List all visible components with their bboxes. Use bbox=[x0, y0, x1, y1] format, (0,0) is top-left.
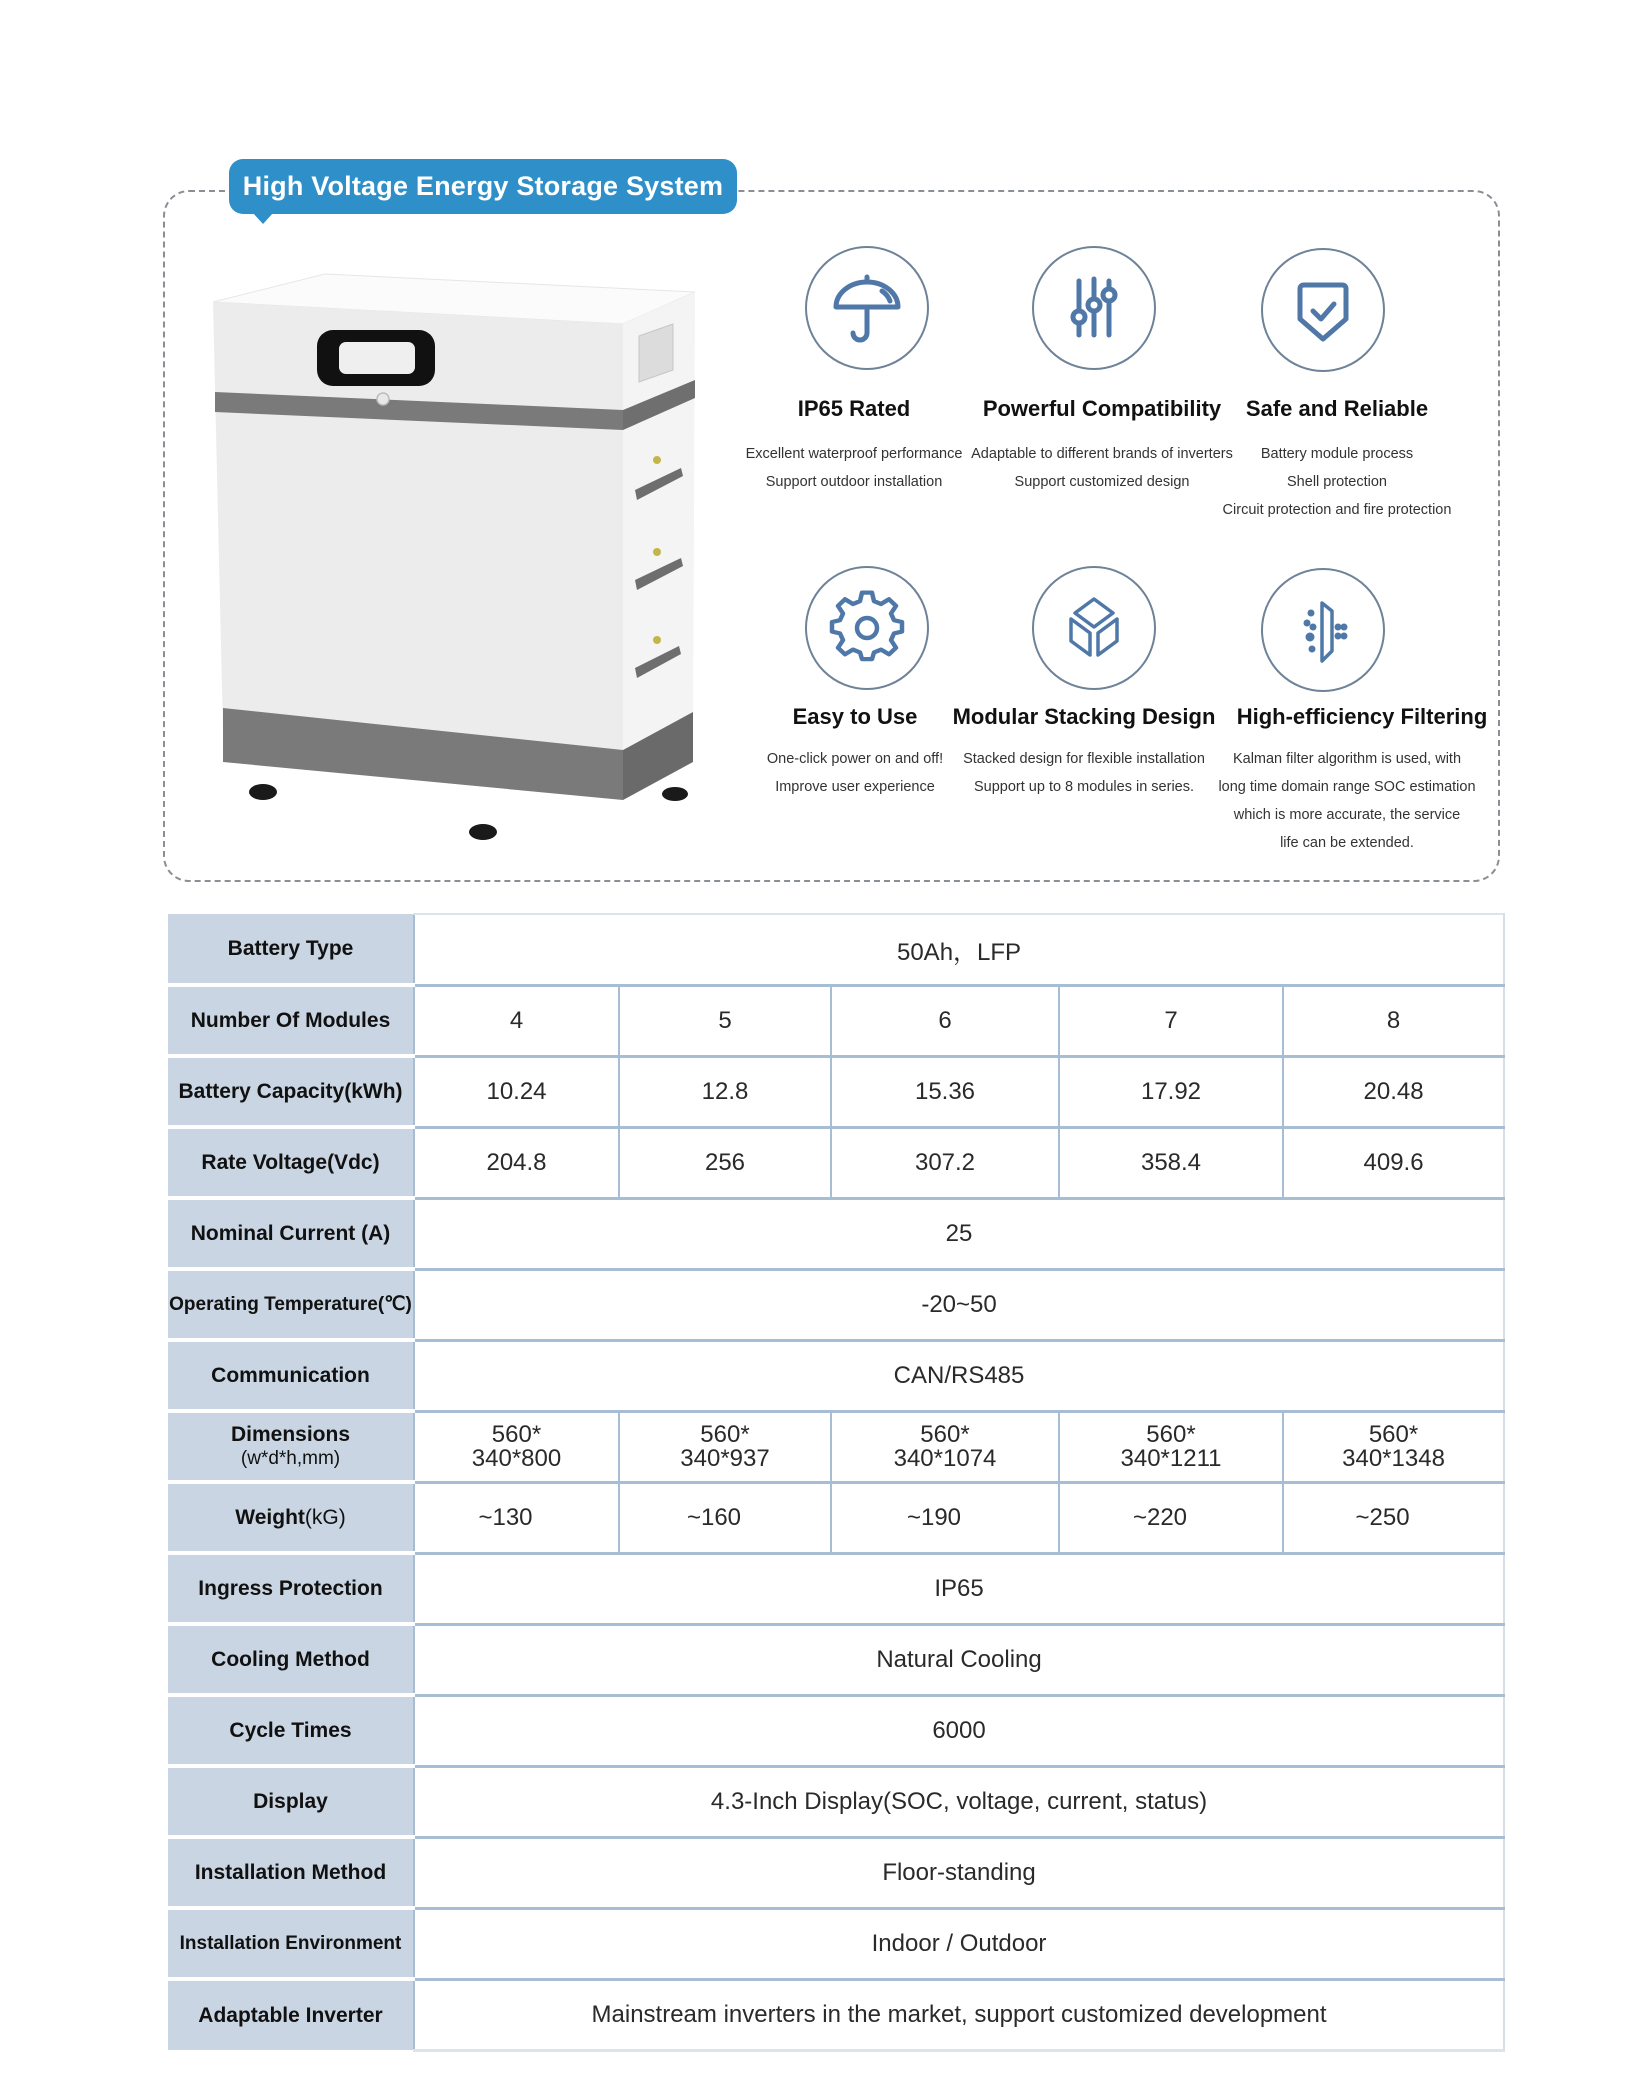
cell-value: 6000 bbox=[414, 1695, 1504, 1766]
cell-line: 560* bbox=[1368, 1420, 1419, 1448]
feature-desc-line: Improve user experience bbox=[775, 779, 935, 795]
gear-icon bbox=[828, 589, 906, 667]
feature-desc-line: Support customized design bbox=[1014, 474, 1190, 490]
feature-title: Safe and Reliable bbox=[1245, 396, 1429, 421]
table-row bbox=[168, 1553, 1504, 1624]
cell-value: 7 bbox=[1059, 985, 1283, 1056]
cell-value: 4.3-Inch Display(SOC, voltage, current, status) bbox=[414, 1766, 1504, 1837]
cell-value bbox=[619, 1411, 831, 1482]
table-row bbox=[168, 1624, 1504, 1695]
umbrella-icon bbox=[828, 269, 906, 347]
row-label: Display bbox=[168, 1766, 414, 1837]
cell-value: Floor-standing bbox=[414, 1837, 1504, 1908]
battery-cabinet-image bbox=[205, 262, 705, 852]
sliders-icon bbox=[1055, 269, 1133, 347]
table-row bbox=[168, 1198, 1504, 1269]
feature-desc-line: Circuit protection and fire protection bbox=[1222, 502, 1452, 518]
cell-line: 560* bbox=[1146, 1420, 1196, 1448]
cell-value: Mainstream inverters in the market, support customized development bbox=[414, 1979, 1504, 2050]
cell-value: ~220 bbox=[1059, 1482, 1283, 1553]
feature-desc-line: Excellent waterproof performance bbox=[745, 446, 963, 462]
table-row bbox=[168, 1766, 1504, 1837]
cell-value: 409.6 bbox=[1283, 1127, 1504, 1198]
cell-value bbox=[831, 1411, 1059, 1482]
cell-value: 12.8 bbox=[619, 1056, 831, 1127]
cell-value: Natural Cooling bbox=[414, 1624, 1504, 1695]
cell-value: 17.92 bbox=[1059, 1056, 1283, 1127]
cell-value: 10.24 bbox=[414, 1056, 619, 1127]
cell-value: 307.2 bbox=[831, 1127, 1059, 1198]
shield-check-icon bbox=[1284, 271, 1362, 349]
cell-value bbox=[1283, 1411, 1504, 1482]
feature-icon-circle bbox=[1261, 568, 1385, 692]
cell-line: 340*1211 bbox=[1120, 1444, 1222, 1472]
cell-line: 340*937 bbox=[680, 1444, 770, 1472]
row-label-unit: (kG) bbox=[304, 1505, 346, 1529]
feature-desc-line: life can be extended. bbox=[1280, 835, 1414, 851]
cell-value: 20.48 bbox=[1283, 1056, 1504, 1127]
cell-value: 15.36 bbox=[831, 1056, 1059, 1127]
feature-description bbox=[1187, 745, 1507, 857]
row-label: Communication bbox=[168, 1340, 414, 1411]
row-label-main: Dimensions bbox=[230, 1422, 351, 1446]
cell-value: 6 bbox=[831, 985, 1059, 1056]
table-row bbox=[168, 1056, 1504, 1127]
feature-desc-line: Stacked design for flexible installation bbox=[963, 751, 1205, 767]
cell-line: 340*1348 bbox=[1342, 1444, 1445, 1472]
row-label: Installation Method bbox=[168, 1837, 414, 1908]
cell-value: 256 bbox=[619, 1127, 831, 1198]
feature-desc-line: which is more accurate, the service bbox=[1233, 807, 1461, 823]
cell-value: Indoor / Outdoor bbox=[414, 1908, 1504, 1979]
cell-line: 340*1074 bbox=[893, 1444, 997, 1472]
table-row bbox=[168, 1340, 1504, 1411]
feature-desc-line: Battery module process bbox=[1260, 446, 1414, 462]
feature-desc-line: long time domain range SOC estimation bbox=[1218, 779, 1476, 795]
feature-desc-line: One-click power on and off! bbox=[766, 751, 944, 767]
cell-line: 560* bbox=[491, 1420, 542, 1448]
table-row bbox=[168, 1837, 1504, 1908]
row-label: Number Of Modules bbox=[168, 985, 414, 1056]
cell-value: 50Ah，LFP bbox=[414, 914, 1504, 985]
table-row bbox=[168, 1269, 1504, 1340]
cell-value bbox=[1059, 1411, 1283, 1482]
cell-value: 5 bbox=[619, 985, 831, 1056]
row-label: Installation Environment bbox=[168, 1908, 414, 1979]
filter-icon bbox=[1284, 591, 1362, 669]
feature-desc-line: Adaptable to different brands of inverters bbox=[971, 446, 1233, 462]
row-label: Battery Capacity(kWh) bbox=[168, 1056, 414, 1127]
cell-line: 340*800 bbox=[471, 1444, 562, 1472]
row-label: Operating Temperature(℃) bbox=[168, 1269, 414, 1340]
cell-value: 25 bbox=[414, 1198, 1504, 1269]
feature-desc-line: Support outdoor installation bbox=[765, 474, 943, 490]
feature-icon-circle bbox=[1261, 248, 1385, 372]
feature-desc-line: Shell protection bbox=[1287, 474, 1387, 490]
row-label: Ingress Protection bbox=[168, 1553, 414, 1624]
page-title: High Voltage Energy Storage System bbox=[229, 159, 737, 214]
table-row bbox=[168, 1908, 1504, 1979]
cell-line: 560* bbox=[920, 1420, 970, 1448]
cell-value: 8 bbox=[1283, 985, 1504, 1056]
feature-title: Easy to Use bbox=[792, 704, 918, 729]
cell-value: 358.4 bbox=[1059, 1127, 1283, 1198]
feature-desc-line: Kalman filter algorithm is used, with bbox=[1232, 751, 1462, 767]
cell-value: IP65 bbox=[414, 1553, 1504, 1624]
row-label: Nominal Current (A) bbox=[168, 1198, 414, 1269]
table-row bbox=[168, 1482, 1504, 1553]
cell-value: ~190 bbox=[831, 1482, 1059, 1553]
cell-value: CAN/RS485 bbox=[414, 1340, 1504, 1411]
feature-title: Modular Stacking Design bbox=[952, 704, 1216, 729]
cell-value: ~130 bbox=[414, 1482, 619, 1553]
cell-value bbox=[414, 1411, 619, 1482]
feature-icon-circle bbox=[805, 566, 929, 690]
spec-table bbox=[168, 913, 1505, 2052]
cell-value: 4 bbox=[414, 985, 619, 1056]
cell-value: ~250 bbox=[1283, 1482, 1504, 1553]
feature-title: High-efficiency Filtering bbox=[1236, 704, 1488, 729]
feature-description bbox=[1177, 440, 1497, 524]
table-row bbox=[168, 914, 1504, 985]
row-label: Battery Type bbox=[168, 914, 414, 985]
row-label-sub: (w*d*h,mm) bbox=[240, 1447, 341, 1469]
table-row bbox=[168, 1979, 1504, 2050]
feature-title: Powerful Compatibility bbox=[982, 396, 1222, 421]
table-row bbox=[168, 1411, 1504, 1482]
table-row bbox=[168, 1127, 1504, 1198]
feature-icon-circle bbox=[805, 246, 929, 370]
row-label: Cooling Method bbox=[168, 1624, 414, 1695]
cube-icon bbox=[1055, 589, 1133, 667]
row-label bbox=[168, 1482, 414, 1553]
feature-icon-circle bbox=[1032, 566, 1156, 690]
table-row bbox=[168, 1695, 1504, 1766]
row-label: Rate Voltage(Vdc) bbox=[168, 1127, 414, 1198]
feature-title: IP65 Rated bbox=[797, 396, 911, 421]
cell-line: 560* bbox=[700, 1420, 750, 1448]
row-label bbox=[168, 1411, 414, 1482]
table-row bbox=[168, 985, 1504, 1056]
feature-desc-line: Support up to 8 modules in series. bbox=[973, 779, 1195, 795]
cell-value: ~160 bbox=[619, 1482, 831, 1553]
row-label: Cycle Times bbox=[168, 1695, 414, 1766]
cell-value: -20~50 bbox=[414, 1269, 1504, 1340]
row-label: Adaptable Inverter bbox=[168, 1979, 414, 2050]
row-label-main: Weight bbox=[235, 1505, 305, 1529]
feature-icon-circle bbox=[1032, 246, 1156, 370]
cell-value: 204.8 bbox=[414, 1127, 619, 1198]
